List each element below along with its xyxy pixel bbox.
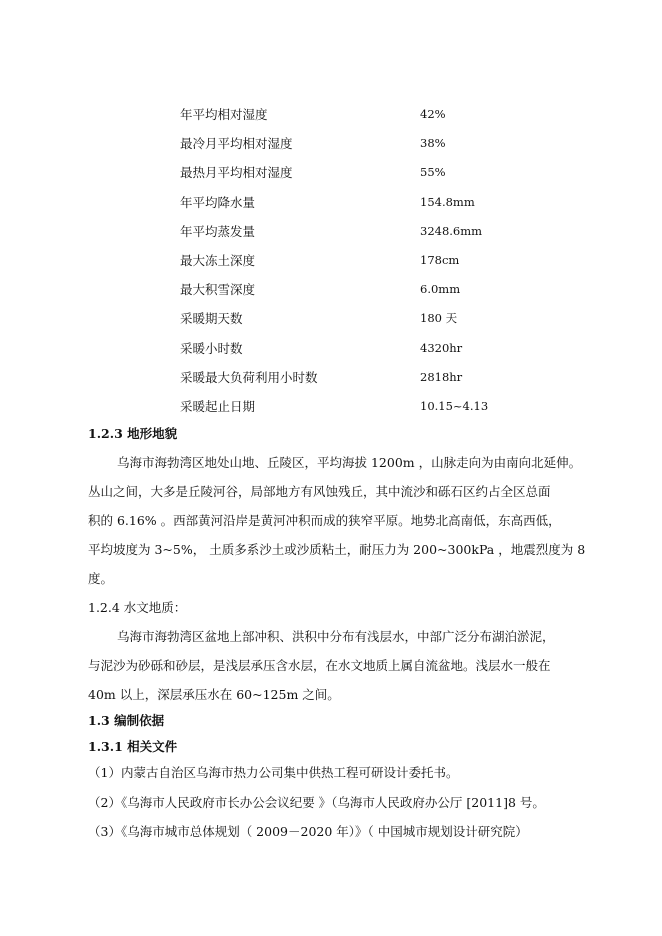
param-value: 2818hr xyxy=(420,369,463,384)
document-list-item: （2）《乌海市人民政府市长办公会议纪要 》（乌海市人民政府办公厅 [2011]8 号。 xyxy=(88,795,545,810)
param-label: 采暖最大负荷利用小时数 xyxy=(180,369,318,385)
document-list-item: （3）《乌海市城市总体规划（ 2009－2020 年）》（ 中国城市规划设计研究院） xyxy=(88,824,528,839)
param-label: 最大冻土深度 xyxy=(180,252,256,268)
param-value: 4320hr xyxy=(420,340,463,355)
paragraph-line: 平均坡度为 3~5%， 土质多系沙土或沙质粘土，耐压力为 200~300kPa ，地震烈度为 8 xyxy=(88,542,586,557)
param-label: 最热月平均相对湿度 xyxy=(180,165,293,181)
param-label: 年平均降水量 xyxy=(180,194,256,210)
paragraph-line: 40m 以上，深层承压水在 60~125m 之间。 xyxy=(88,687,340,702)
param-label: 年平均相对湿度 xyxy=(180,107,268,122)
param-label: 采暖小时数 xyxy=(180,340,243,356)
param-label: 采暖期天数 xyxy=(180,311,243,327)
document-list-item: （1）内蒙古自治区乌海市热力公司集中供热工程可研设计委托书。 xyxy=(88,765,459,780)
param-label: 最大积雪深度 xyxy=(180,282,256,298)
paragraph-line: 度。 xyxy=(88,571,114,586)
section-heading-basis: 1.3 编制依据 xyxy=(88,713,165,728)
paragraph-line: 积的 6.16% 。西部黄河沿岸是黄河冲积而成的狭窄平原。地势北高南低，东高西低， xyxy=(88,513,561,528)
paragraph-line: 乌海市海勃湾区地处山地、丘陵区，平均海拔 1200m ，山脉走向为由南向北延伸。 xyxy=(117,455,582,470)
section-heading-hydrogeology: 1.2.4 水文地质： xyxy=(88,600,187,615)
param-label: 最冷月平均相对湿度 xyxy=(180,136,293,152)
section-heading-terrain: 1.2.3 地形地貌 xyxy=(88,426,178,441)
section-heading-documents: 1.3.1 相关文件 xyxy=(88,739,178,754)
param-value: 55% xyxy=(420,165,446,180)
paragraph-line: 丛山之间，大多是丘陵河谷，局部地方有风蚀残丘，其中流沙和砾石区约占全区总面 xyxy=(88,484,551,499)
param-value: 38% xyxy=(420,136,446,151)
param-label: 采暖起止日期 xyxy=(180,398,256,414)
paragraph-line: 乌海市海勃湾区盆地上部冲积、洪积中分布有浅层水，中部广泛分布湖泊淤泥， xyxy=(117,629,555,644)
param-value: 178cm xyxy=(420,252,460,267)
param-value: 10.15~4.13 xyxy=(420,398,489,413)
param-value: 3248.6mm xyxy=(420,223,483,238)
param-label: 年平均蒸发量 xyxy=(180,223,256,239)
paragraph-line: 与泥沙为砂砾和砂层，是浅层承压含水层，在水文地质上属自流盆地。浅层水一般在 xyxy=(88,658,551,673)
param-value: 180 天 xyxy=(420,311,458,326)
param-value: 154.8mm xyxy=(420,194,475,209)
param-value: 6.0mm xyxy=(420,282,461,297)
param-value: 42% xyxy=(420,107,446,121)
